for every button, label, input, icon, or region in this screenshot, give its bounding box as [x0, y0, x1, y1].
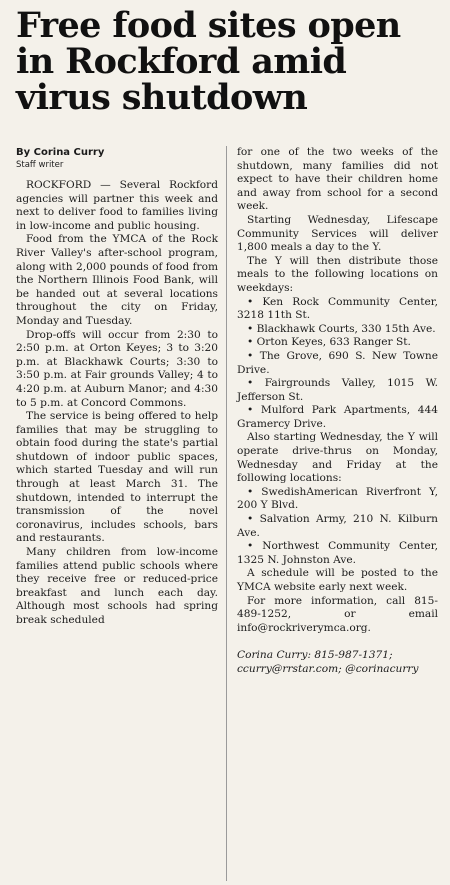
- location-item: • Ken Rock Community Center, 3218 11th St.: [237, 296, 438, 323]
- headline-line-3: virus shutdown: [16, 77, 308, 118]
- location-item: • Blackhawk Courts, 330 15th Ave.: [237, 323, 438, 337]
- paragraph: The service is being offered to help families that may be struggling to obtain food during the state's partial shutdown of indoor public spaces, which started Tuesday and will run through at least March 31. The shutdown, intended to interrupt the transmission of the novel coronavirus, includes schools, bars and restaurants.: [16, 410, 218, 545]
- headline: [16, 5, 438, 118]
- right-column: [227, 146, 438, 881]
- paragraph: Also starting Wednesday, the Y will operate drive-thrus on Monday, Wednesday and Friday at the following locations:: [237, 431, 438, 485]
- paragraph: A schedule will be posted to the YMCA website early next week.: [237, 567, 438, 593]
- headline-line-2: in Rockford amid: [16, 41, 347, 82]
- byline: By Corina Curry: [16, 147, 105, 158]
- location-item: • Orton Keyes, 633 Ranger St.: [237, 336, 438, 350]
- paragraph: Many children from low-income families attend public schools where they receive free or reduced-price breakfast and lunch each day. Although most schools had spring break scheduled: [16, 546, 218, 626]
- location-item: • Mulford Park Apartments, 444 Gramercy Drive.: [237, 404, 438, 431]
- author-role: Staff writer: [16, 160, 64, 170]
- drive-thru-location-item: • Salvation Army, 210 N. Kilburn Ave.: [237, 513, 438, 540]
- paragraph-continuation: for one of the two weeks of the shutdown, many families did not expect to have their children home and away from school for a second week.: [237, 146, 438, 213]
- paragraph: Food from the YMCA of the Rock River Valley's after-school program, along with 2,000 pounds of food from the Northern Illinois Food Bank, will be handed out at several locations throughout the city on Friday, Monday and Tuesday.: [16, 233, 218, 327]
- paragraph: Starting Wednesday, Lifescape Community Services will deliver 1,800 meals a day to the Y.: [237, 213, 438, 254]
- article-body: [16, 146, 438, 881]
- paragraph: Drop-offs will occur from 2:30 to 2:50 p.m. at Orton Keyes; 3 to 3:20 p.m. at Blackhawk Courts; 3:30 to 3:50 p.m. at Fair grounds Valley; 4 to 4:20 p.m. at Auburn Manor; and 4:30 to 5 p.m. at Concord Commons.: [16, 328, 218, 409]
- paragraph: ROCKFORD — Several Rockford agencies will partner this week and next to deliver food to families living in low-income and public housing.: [16, 179, 218, 232]
- author-credit: Corina Curry: 815-987-1371; ccurry@rrstar.com; @corinacurry: [237, 649, 419, 675]
- location-item: • The Grove, 690 S. New Towne Drive.: [237, 350, 438, 377]
- headline-line-1: Free food sites open: [16, 5, 401, 46]
- location-item: • Fairgrounds Valley, 1015 W. Jefferson St.: [237, 377, 438, 404]
- paragraph: The Y will then distribute those meals to the following locations on weekdays:: [237, 254, 438, 294]
- left-column: [16, 146, 227, 881]
- paragraph: For more information, call 815-489-1252, or email info@rockriverymca.org.: [237, 594, 438, 634]
- drive-thru-location-item: • SwedishAmerican Riverfront Y, 200 Y Blvd.: [237, 486, 438, 513]
- drive-thru-location-item: • Northwest Community Center, 1325 N. Johnston Ave.: [237, 540, 438, 567]
